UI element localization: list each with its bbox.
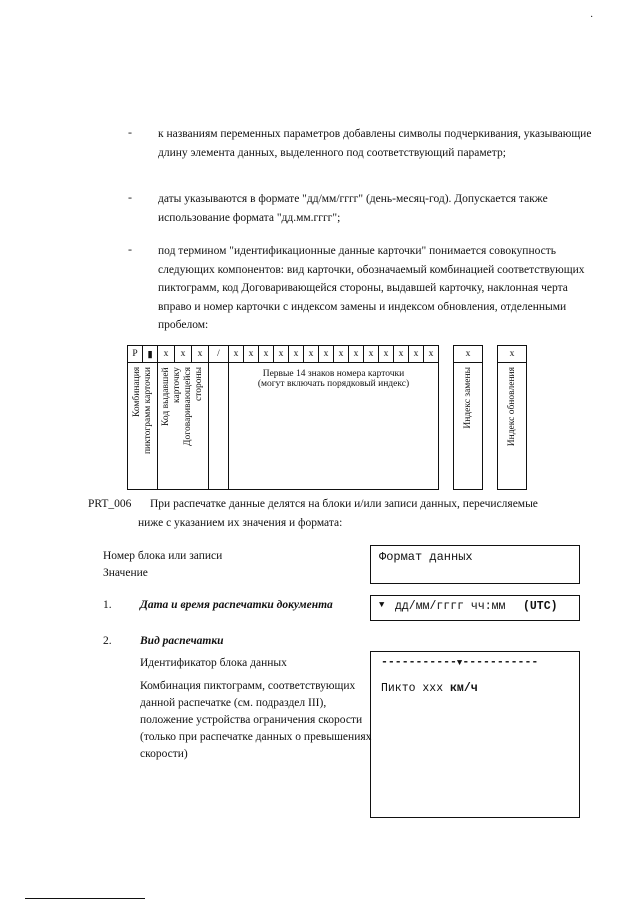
cell-p: P (128, 346, 143, 363)
renewal-index-cell (498, 363, 527, 490)
value-heading: Значение (103, 567, 148, 579)
gap-cell (483, 363, 498, 490)
card-id-table (127, 345, 527, 490)
replacement-index-cell (454, 363, 483, 490)
prt-code: PRT_006 (88, 498, 132, 510)
separator-line (381, 656, 538, 669)
cell-x: x (259, 346, 274, 363)
pictogram-line (381, 682, 478, 695)
separator-dashes-left: ----------- (381, 656, 457, 669)
cell-x: x (424, 346, 439, 363)
format-header-box (370, 545, 580, 584)
cell-x: x (304, 346, 319, 363)
cell-x: x (192, 346, 209, 363)
cell-x: x (379, 346, 394, 363)
format-header-label: Формат данных (379, 550, 473, 564)
item-1-format-box (370, 595, 580, 621)
printout-description: Комбинация пиктограмм, соответствующих данной распечатке (см. подраздел III), положение устройства ограничения скорости (только при распечатке данных о превышениях скорости) (140, 680, 372, 760)
block-number-heading: Номер блока или записи (103, 550, 223, 562)
cell-x: x (364, 346, 379, 363)
card-number-label-2: (могут включать порядковый индекс) (257, 379, 410, 389)
separator-marker-icon: ▼ (456, 658, 463, 668)
cell-x: x (319, 346, 334, 363)
cell-x: x (289, 346, 304, 363)
item-1-format-utc: (UTC) (523, 600, 558, 613)
block-id-label: Идентификатор блока данных (140, 657, 287, 669)
cell-renewal-x: x (498, 346, 527, 363)
item-1-format-text: дд/мм/гггг чч:мм (395, 600, 506, 613)
down-triangle-icon: ▼ (379, 600, 385, 610)
issuer-code-cell (158, 363, 209, 490)
cell-x: x (334, 346, 349, 363)
corner-mark: · (590, 12, 594, 23)
cell-replacement-x: x (454, 346, 483, 363)
prt-text-line1: При распечатке данные делятся на блоки и/или записи данных, перечисляемые (150, 498, 538, 510)
cell-slash: / (209, 346, 229, 363)
cell-x: x (158, 346, 175, 363)
printout-format-box (370, 651, 580, 818)
card-number-cell (229, 363, 439, 490)
cell-x: x (409, 346, 424, 363)
cell-card-icon: ▮ (143, 346, 158, 363)
pictogram-text: Пикто ххх (381, 682, 444, 695)
pictogram-combination-cell (128, 363, 158, 490)
renewal-index-label: Индекс обновления (506, 367, 517, 447)
cell-x: x (274, 346, 289, 363)
issuer-code-label: Код выдавшей карточку Договаривающейся стороны (161, 367, 204, 446)
cell-x: x (175, 346, 192, 363)
prt-text-line2: ниже с указанием их значения и формата: (138, 517, 343, 529)
cell-x: x (244, 346, 259, 363)
bullet-dash-2: - (128, 190, 132, 204)
bullet-dash-3: - (128, 242, 132, 256)
bullet-dash-1: - (128, 125, 132, 139)
bullet-text-1: к названиям переменных параметров добавлены символы подчеркивания, указывающие длину элемента данных, выделенного под соответствующий параметр; (158, 128, 592, 159)
item-2-title: Вид распечатки (140, 635, 224, 647)
cell-x: x (349, 346, 364, 363)
speed-unit: км/ч (450, 682, 478, 695)
card-number-label-1: Первые 14 знаков номера карточки (262, 369, 405, 379)
footer-rule (25, 898, 145, 899)
item-1-number: 1. (103, 599, 112, 611)
pictogram-combination-label: Комбинация пиктограмм карточки (131, 367, 153, 455)
cell-x: x (229, 346, 244, 363)
bullet-text-3: под термином "идентификационные данные карточки" понимается совокупность следующих компонентов: вид карточки, обозначаемый комбинацией соответствующих пиктограмм, код Договаривающейся стороны, выдавшей карточку, наклонная черта вправо и номер карточки с индексом замены и индексом обновления, отделенными пробелом: (158, 245, 585, 331)
gap-cell (439, 346, 454, 363)
item-1-title: Дата и время распечатки документа (140, 599, 333, 611)
gap-cell (439, 363, 454, 490)
cell-x: x (394, 346, 409, 363)
gap-cell (483, 346, 498, 363)
bullet-text-2: даты указываются в формате "дд/мм/гггг" (день-месяц-год). Допускается также использование формата "дд.мм.гггг"; (158, 193, 548, 224)
item-2-number: 2. (103, 635, 112, 647)
separator-dashes-right: ----------- (462, 656, 539, 669)
replacement-index-label: Индекс замены (462, 367, 473, 429)
slash-cell (209, 363, 229, 490)
